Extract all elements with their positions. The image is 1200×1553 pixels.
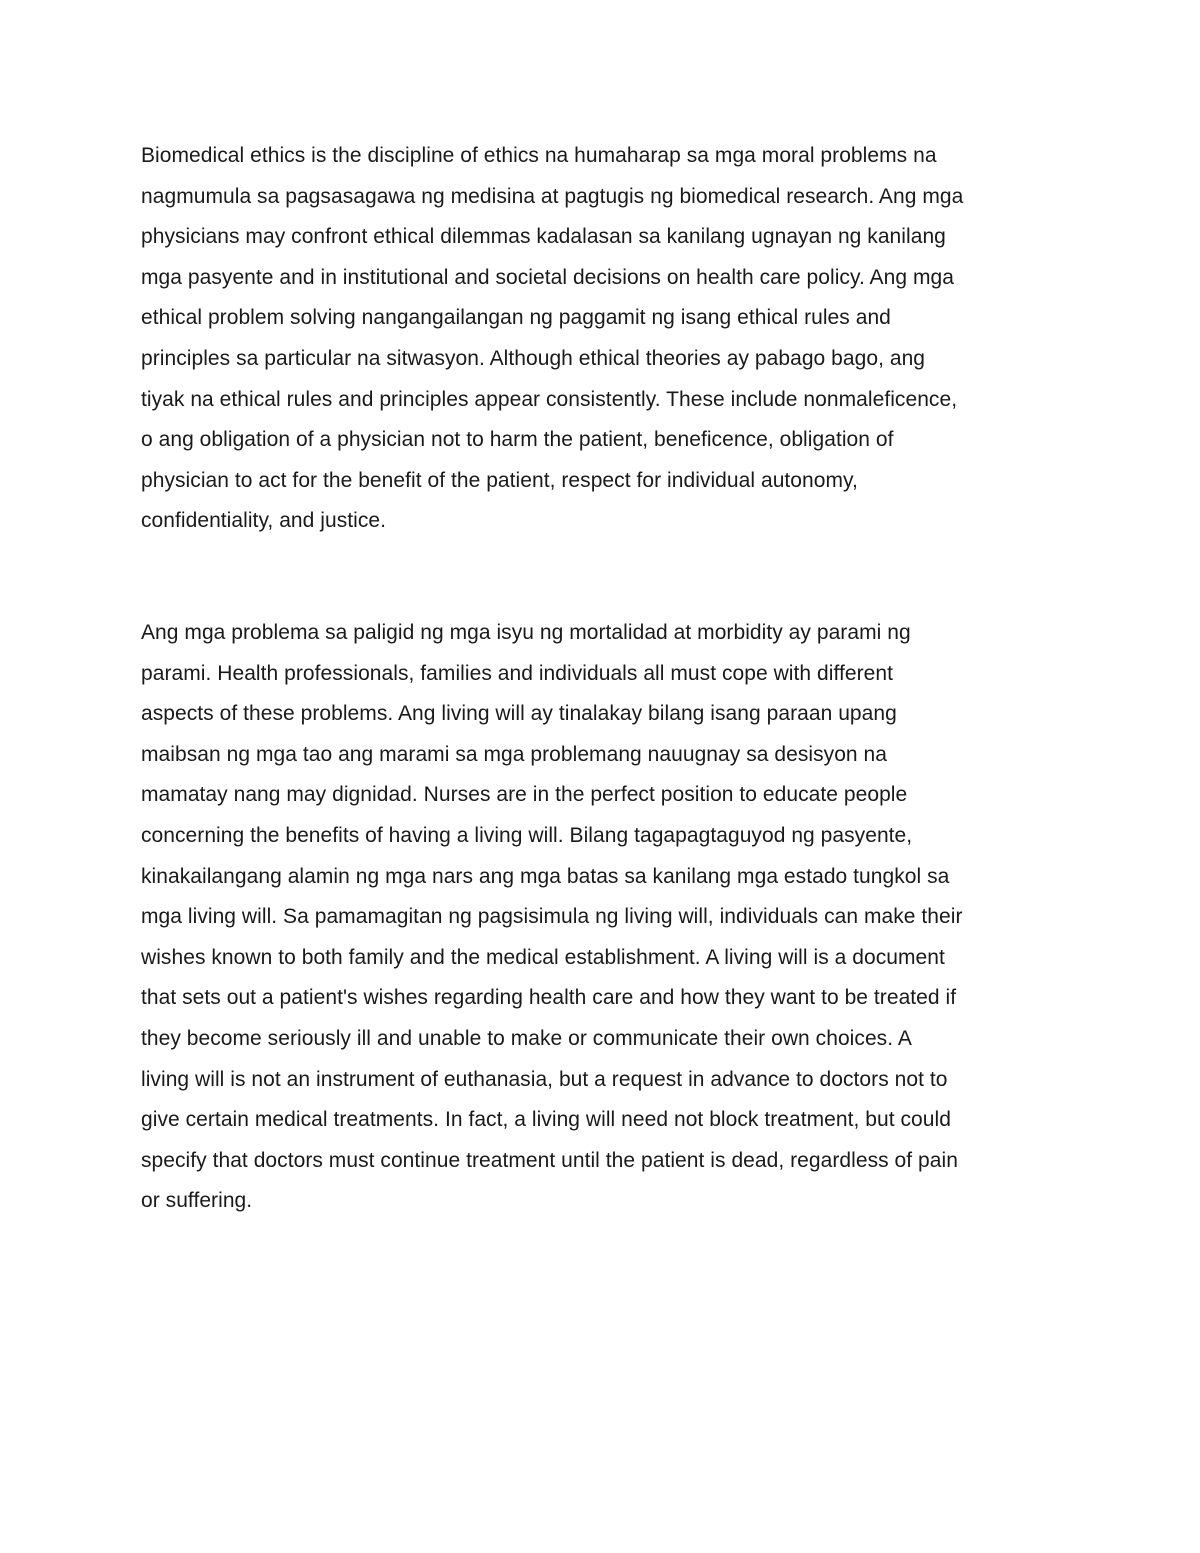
paragraph-line: mga pasyente and in institutional and societal decisions on health care policy. Ang mga [141, 265, 954, 289]
paragraph-line: maibsan ng mga tao ang marami sa mga problemang nauugnay sa desisyon na [141, 742, 887, 766]
paragraph-line: o ang obligation of a physician not to harm the patient, beneficence, obligation of [141, 428, 894, 452]
paragraph-line: Biomedical ethics is the discipline of ethics na humaharap sa mga moral problems na [141, 144, 937, 167]
paragraph-line: confidentiality, and justice. [141, 509, 387, 533]
paragraph-line: kinakailangang alamin ng mga nars ang mga batas sa kanilang mga estado tungkol sa [141, 864, 950, 888]
paragraph-line: tiyak na ethical rules and principles appear consistently. These include nonmaleficence, [141, 387, 958, 411]
paragraph-line: or suffering. [141, 1189, 253, 1213]
paragraph-line: that sets out a patient's wishes regarding health care and how they want to be treated if [141, 986, 957, 1010]
paragraph-line: specify that doctors must continue treatment until the patient is dead, regardless of pain [141, 1148, 958, 1172]
paragraph-line: they become seriously ill and unable to make or communicate their own choices. A [141, 1026, 912, 1050]
paragraph-line: aspects of these problems. Ang living will ay tinalakay bilang isang paraan upang [141, 702, 897, 726]
paragraph-line: physicians may confront ethical dilemmas kadalasan sa kanilang ugnayan ng kanilang [141, 225, 946, 249]
paragraph-line: nagmumula sa pagsasagawa ng medisina at pagtugis ng biomedical research. Ang mga [141, 184, 964, 208]
paragraph-line: Ang mga problema sa paligid ng mga isyu ng mortalidad at morbidity ay parami ng [141, 621, 911, 644]
paragraph-line: mga living will. Sa pamamagitan ng pagsisimula ng living will, individuals can make their [141, 905, 963, 929]
paragraph-line: living will is not an instrument of euthanasia, but a request in advance to doctors not to [141, 1067, 948, 1091]
paragraph-line: mamatay nang may dignidad. Nurses are in the perfect position to educate people [141, 783, 908, 807]
paragraph-line: give certain medical treatments. In fact, a living will need not block treatment, but could [141, 1108, 951, 1132]
paragraph-line: ethical problem solving nangangailangan ng paggamit ng isang ethical rules and [141, 306, 891, 330]
paragraph-line: wishes known to both family and the medical establishment. A living will is a document [141, 945, 945, 969]
paragraph-line: principles sa particular na sitwasyon. Although ethical theories ay pabago bago, ang [141, 346, 926, 370]
paragraph-living-will [141, 613, 1071, 1222]
paragraph-line: concerning the benefits of having a living will. Bilang tagapagtaguyod ng pasyente, [141, 823, 913, 847]
paragraph-line: physician to act for the benefit of the patient, respect for individual autonomy, [141, 468, 858, 492]
paragraph-biomedical-ethics [141, 136, 1071, 542]
paragraph-line: parami. Health professionals, families and individuals all must cope with different [141, 661, 893, 685]
